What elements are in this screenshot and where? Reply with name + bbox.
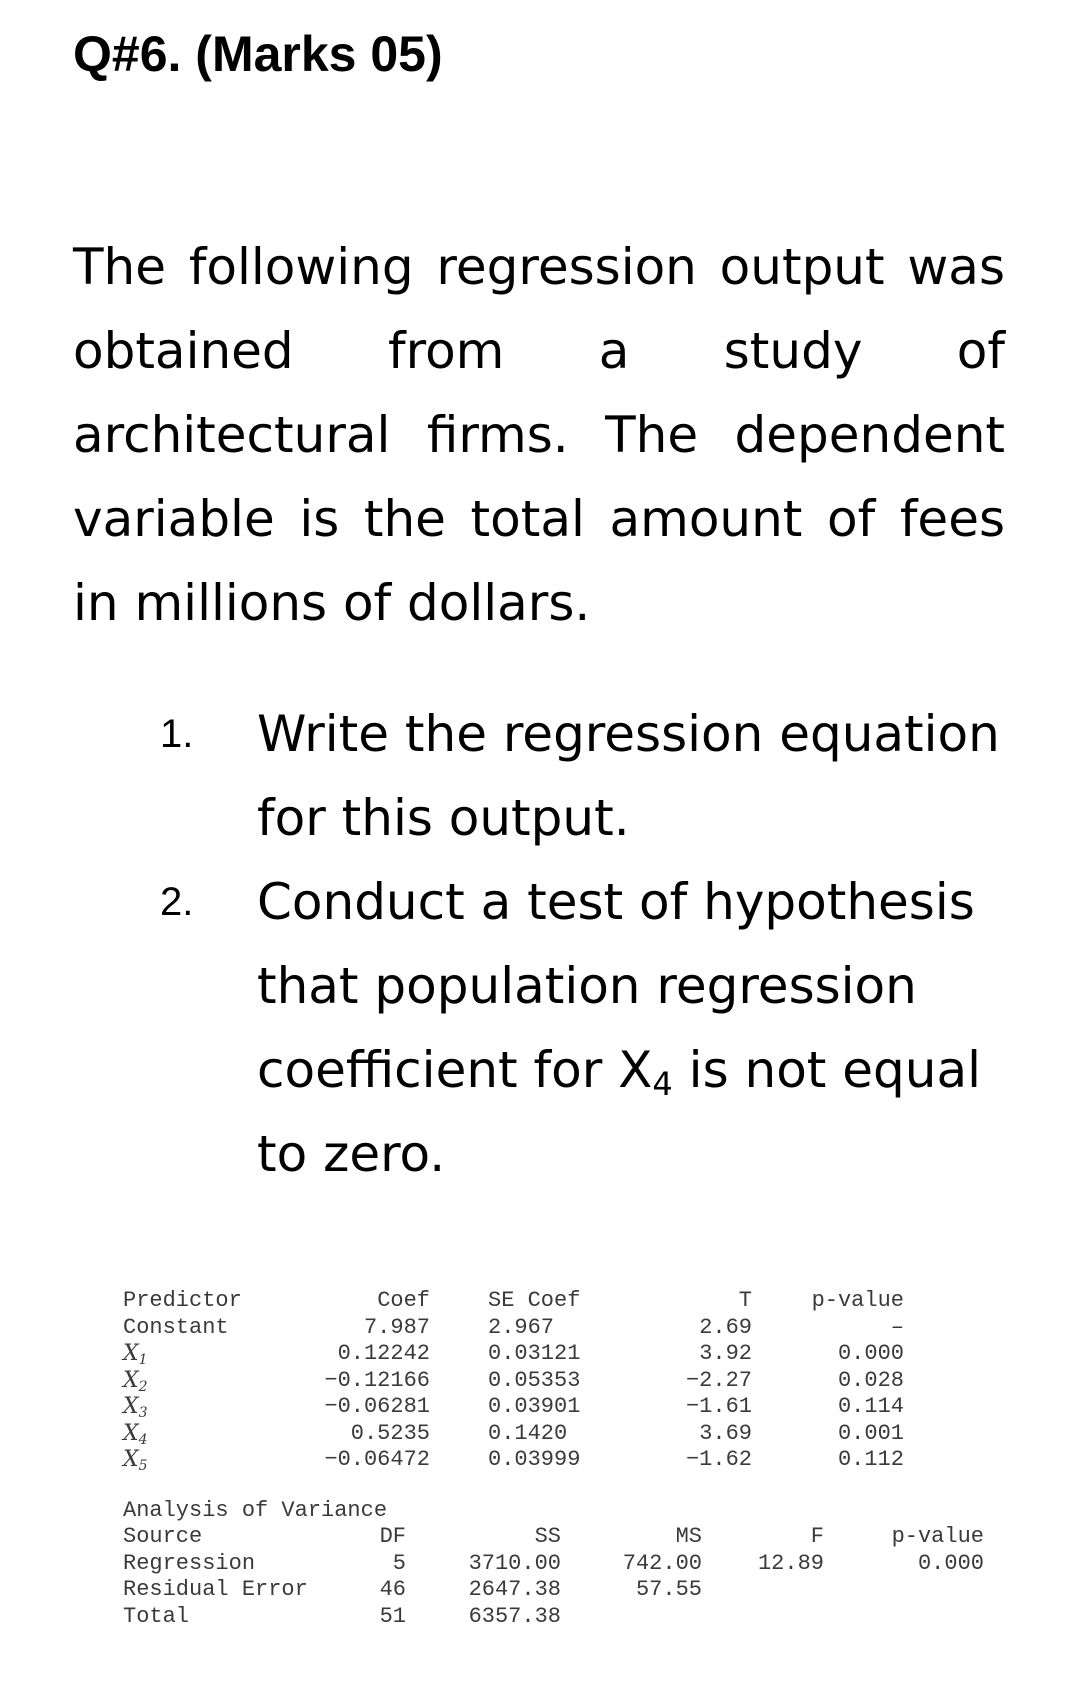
predictor-cell (123, 1368, 288, 1395)
predictor-symbol: X (123, 1341, 139, 1366)
se-coef-cell: 0.1420 (488, 1420, 568, 1446)
se-coef-cell: 0.03121 (488, 1341, 581, 1366)
predictor-cell: Constant (123, 1314, 229, 1340)
column-header: MS (675, 1524, 702, 1549)
column-header: SS (534, 1524, 561, 1549)
coef-cell: 0.5235 (350, 1420, 430, 1446)
coefficients-header-row (123, 1288, 904, 1315)
p-value-cell: 0.028 (837, 1367, 904, 1393)
se-coef-cell: 0.03901 (488, 1394, 581, 1419)
predictor-subscript: 1 (138, 1352, 148, 1368)
p-value-cell (824, 1604, 984, 1631)
table-row (123, 1421, 904, 1448)
ms-cell: 57.55 (635, 1577, 702, 1602)
anova-section (123, 1498, 984, 1630)
predictor-subscript: 2 (138, 1378, 148, 1395)
se-coef-cell: 0.05353 (488, 1367, 581, 1393)
column-header: Source (123, 1524, 203, 1549)
coef-cell: 7.987 (363, 1314, 430, 1340)
predictor-cell (123, 1421, 288, 1448)
df-cell: 46 (379, 1577, 406, 1602)
p-value-cell: 0.112 (837, 1447, 904, 1472)
question-number: 1. (160, 712, 194, 756)
ss-cell: 6357.38 (468, 1603, 561, 1629)
p-value-cell: – (890, 1314, 904, 1340)
question-subscript: 4 (652, 1065, 673, 1103)
p-value-cell: 0.000 (917, 1550, 984, 1576)
predictor-subscript: 4 (138, 1431, 148, 1448)
question-text: Write the regression equation for this output. (257, 705, 1000, 847)
anova-table (123, 1524, 984, 1630)
column-header: DF (379, 1524, 406, 1549)
coef-cell: −0.06472 (324, 1447, 430, 1472)
question-item-1 (160, 692, 1020, 860)
question-item-2 (160, 860, 1020, 1196)
source-cell: Total (123, 1603, 190, 1629)
question-text (257, 873, 981, 1183)
question-text-after: is not equal to zero. (257, 1041, 982, 1183)
se-coef-cell: 0.03999 (488, 1447, 581, 1472)
anova-title: Analysis of Variance (123, 1498, 388, 1523)
predictor-symbol: X (123, 1420, 139, 1446)
df-cell: 5 (392, 1550, 406, 1576)
coef-cell: 0.12242 (337, 1341, 430, 1366)
t-cell: 3.69 (699, 1420, 752, 1446)
t-cell: −2.27 (685, 1367, 752, 1393)
df-cell: 51 (379, 1603, 406, 1629)
predictor-symbol: X (123, 1367, 139, 1393)
f-cell: 12.89 (757, 1550, 824, 1576)
column-header: SE Coef (488, 1288, 581, 1313)
question-intro: The following regression output was obtained from a study of architectural firms. The dependent variable is the total amount of fees in millions of dollars. (73, 238, 1005, 632)
coef-cell: −0.12166 (324, 1367, 430, 1393)
column-header: p-value (891, 1524, 984, 1549)
coefficients-table (123, 1288, 904, 1474)
source-cell: Regression (123, 1550, 256, 1576)
f-cell (702, 1577, 824, 1604)
table-row (123, 1577, 984, 1604)
ss-cell: 3710.00 (468, 1550, 561, 1576)
anova-header-row (123, 1524, 984, 1551)
table-row (123, 1394, 904, 1421)
column-header: T (738, 1288, 752, 1313)
ms-cell (561, 1604, 702, 1631)
ms-cell: 742.00 (622, 1550, 702, 1576)
predictor-cell (123, 1341, 288, 1368)
question-number: 2. (160, 880, 194, 924)
table-row (123, 1604, 984, 1631)
p-value-cell: 0.000 (837, 1341, 904, 1366)
table-row (123, 1368, 904, 1395)
question-list (160, 692, 1020, 1196)
predictor-symbol: X (123, 1394, 139, 1419)
f-cell (702, 1604, 824, 1631)
column-header: F (810, 1524, 824, 1549)
predictor-cell (123, 1394, 288, 1421)
table-row (123, 1447, 904, 1474)
question-text-before: Conduct a test of hypothesis that population regression coefficient for X (257, 873, 975, 1099)
predictor-subscript: 3 (138, 1405, 148, 1421)
p-value-cell (824, 1577, 984, 1604)
table-row (123, 1315, 904, 1342)
p-value-cell: 0.001 (837, 1420, 904, 1446)
coef-cell: −0.06281 (324, 1394, 430, 1419)
t-cell: 3.92 (699, 1341, 752, 1366)
p-value-cell: 0.114 (837, 1394, 904, 1419)
t-cell: 2.69 (699, 1314, 752, 1340)
column-header: p-value (811, 1288, 904, 1313)
predictor-cell (123, 1447, 288, 1474)
ss-cell: 2647.38 (468, 1577, 561, 1602)
table-row (123, 1341, 904, 1368)
t-cell: −1.61 (685, 1394, 752, 1419)
column-header: Coef (377, 1288, 430, 1313)
se-coef-cell: 2.967 (488, 1314, 555, 1340)
source-cell: Residual Error (123, 1577, 308, 1602)
predictor-subscript: 5 (138, 1458, 148, 1474)
table-row (123, 1551, 984, 1578)
predictor-symbol: X (123, 1447, 139, 1472)
column-header: Predictor (123, 1288, 242, 1313)
question-heading: Q#6. (Marks 05) (73, 26, 443, 82)
t-cell: −1.62 (685, 1447, 752, 1472)
